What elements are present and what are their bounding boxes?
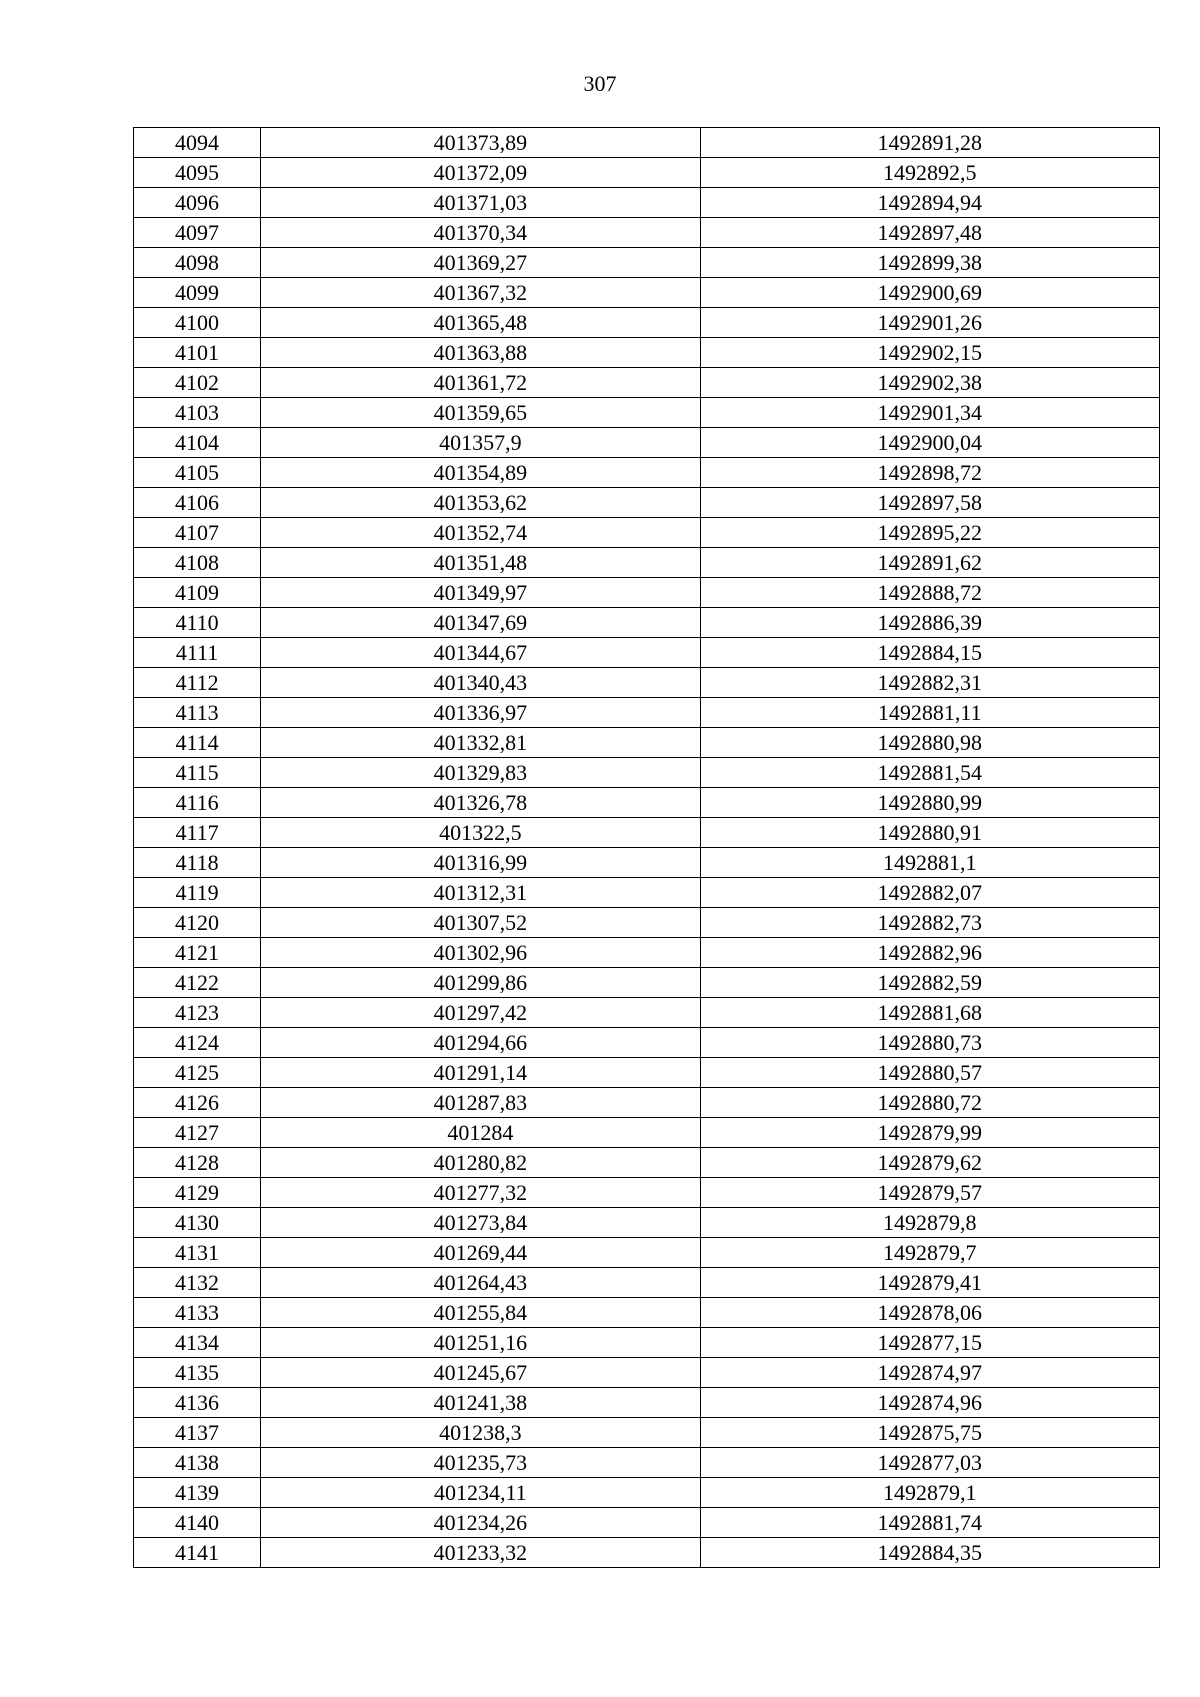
table-row [134, 968, 1160, 998]
point-number-cell: 4113 [134, 698, 261, 728]
y-coordinate-cell: 1492882,73 [700, 908, 1159, 938]
table-row [134, 398, 1160, 428]
table-row [134, 218, 1160, 248]
x-coordinate-cell: 401359,65 [261, 398, 700, 428]
y-coordinate-cell: 1492899,38 [700, 248, 1159, 278]
x-coordinate-cell: 401329,83 [261, 758, 700, 788]
table-row [134, 1478, 1160, 1508]
coordinates-table [133, 127, 1160, 1568]
x-coordinate-cell: 401372,09 [261, 158, 700, 188]
point-number-cell: 4096 [134, 188, 261, 218]
y-coordinate-cell: 1492879,8 [700, 1208, 1159, 1238]
y-coordinate-cell: 1492874,96 [700, 1388, 1159, 1418]
y-coordinate-cell: 1492888,72 [700, 578, 1159, 608]
y-coordinate-cell: 1492884,15 [700, 638, 1159, 668]
point-number-cell: 4105 [134, 458, 261, 488]
point-number-cell: 4129 [134, 1178, 261, 1208]
x-coordinate-cell: 401367,32 [261, 278, 700, 308]
y-coordinate-cell: 1492902,38 [700, 368, 1159, 398]
point-number-cell: 4098 [134, 248, 261, 278]
x-coordinate-cell: 401255,84 [261, 1298, 700, 1328]
table-row [134, 1448, 1160, 1478]
y-coordinate-cell: 1492879,99 [700, 1118, 1159, 1148]
y-coordinate-cell: 1492881,1 [700, 848, 1159, 878]
y-coordinate-cell: 1492877,15 [700, 1328, 1159, 1358]
x-coordinate-cell: 401365,48 [261, 308, 700, 338]
y-coordinate-cell: 1492901,26 [700, 308, 1159, 338]
y-coordinate-cell: 1492880,72 [700, 1088, 1159, 1118]
point-number-cell: 4100 [134, 308, 261, 338]
x-coordinate-cell: 401340,43 [261, 668, 700, 698]
y-coordinate-cell: 1492882,96 [700, 938, 1159, 968]
table-row [134, 878, 1160, 908]
point-number-cell: 4103 [134, 398, 261, 428]
x-coordinate-cell: 401351,48 [261, 548, 700, 578]
y-coordinate-cell: 1492900,69 [700, 278, 1159, 308]
point-number-cell: 4115 [134, 758, 261, 788]
point-number-cell: 4109 [134, 578, 261, 608]
point-number-cell: 4135 [134, 1358, 261, 1388]
x-coordinate-cell: 401302,96 [261, 938, 700, 968]
table-row [134, 188, 1160, 218]
y-coordinate-cell: 1492880,57 [700, 1058, 1159, 1088]
table-row [134, 488, 1160, 518]
point-number-cell: 4126 [134, 1088, 261, 1118]
x-coordinate-cell: 401251,16 [261, 1328, 700, 1358]
point-number-cell: 4119 [134, 878, 261, 908]
x-coordinate-cell: 401353,62 [261, 488, 700, 518]
point-number-cell: 4102 [134, 368, 261, 398]
x-coordinate-cell: 401349,97 [261, 578, 700, 608]
page-number: 307 [583, 71, 617, 96]
table-row [134, 518, 1160, 548]
y-coordinate-cell: 1492879,7 [700, 1238, 1159, 1268]
x-coordinate-cell: 401234,11 [261, 1478, 700, 1508]
point-number-cell: 4116 [134, 788, 261, 818]
y-coordinate-cell: 1492881,74 [700, 1508, 1159, 1538]
y-coordinate-cell: 1492882,59 [700, 968, 1159, 998]
table-row [134, 1238, 1160, 1268]
point-number-cell: 4137 [134, 1418, 261, 1448]
table-row [134, 998, 1160, 1028]
x-coordinate-cell: 401307,52 [261, 908, 700, 938]
table-row [134, 278, 1160, 308]
table-row [134, 548, 1160, 578]
table-row [134, 1148, 1160, 1178]
y-coordinate-cell: 1492874,97 [700, 1358, 1159, 1388]
table-row [134, 938, 1160, 968]
x-coordinate-cell: 401294,66 [261, 1028, 700, 1058]
y-coordinate-cell: 1492878,06 [700, 1298, 1159, 1328]
table-row [134, 1268, 1160, 1298]
y-coordinate-cell: 1492879,57 [700, 1178, 1159, 1208]
x-coordinate-cell: 401287,83 [261, 1088, 700, 1118]
table-row [134, 908, 1160, 938]
table-row [134, 698, 1160, 728]
coordinates-table-body [134, 128, 1160, 1568]
point-number-cell: 4099 [134, 278, 261, 308]
y-coordinate-cell: 1492895,22 [700, 518, 1159, 548]
y-coordinate-cell: 1492892,5 [700, 158, 1159, 188]
table-row [134, 1388, 1160, 1418]
point-number-cell: 4128 [134, 1148, 261, 1178]
x-coordinate-cell: 401370,34 [261, 218, 700, 248]
y-coordinate-cell: 1492897,48 [700, 218, 1159, 248]
table-row [134, 728, 1160, 758]
y-coordinate-cell: 1492882,07 [700, 878, 1159, 908]
x-coordinate-cell: 401363,88 [261, 338, 700, 368]
point-number-cell: 4095 [134, 158, 261, 188]
x-coordinate-cell: 401369,27 [261, 248, 700, 278]
table-row [134, 1208, 1160, 1238]
y-coordinate-cell: 1492891,28 [700, 128, 1159, 158]
y-coordinate-cell: 1492880,99 [700, 788, 1159, 818]
x-coordinate-cell: 401354,89 [261, 458, 700, 488]
table-row [134, 158, 1160, 188]
y-coordinate-cell: 1492879,62 [700, 1148, 1159, 1178]
y-coordinate-cell: 1492902,15 [700, 338, 1159, 368]
x-coordinate-cell: 401361,72 [261, 368, 700, 398]
x-coordinate-cell: 401371,03 [261, 188, 700, 218]
point-number-cell: 4107 [134, 518, 261, 548]
table-row [134, 1178, 1160, 1208]
y-coordinate-cell: 1492879,41 [700, 1268, 1159, 1298]
y-coordinate-cell: 1492897,58 [700, 488, 1159, 518]
table-row [134, 1298, 1160, 1328]
table-row [134, 848, 1160, 878]
point-number-cell: 4120 [134, 908, 261, 938]
x-coordinate-cell: 401332,81 [261, 728, 700, 758]
table-row [134, 458, 1160, 488]
point-number-cell: 4117 [134, 818, 261, 848]
x-coordinate-cell: 401326,78 [261, 788, 700, 818]
x-coordinate-cell: 401233,32 [261, 1538, 700, 1568]
y-coordinate-cell: 1492898,72 [700, 458, 1159, 488]
point-number-cell: 4118 [134, 848, 261, 878]
x-coordinate-cell: 401238,3 [261, 1418, 700, 1448]
point-number-cell: 4125 [134, 1058, 261, 1088]
y-coordinate-cell: 1492879,1 [700, 1478, 1159, 1508]
point-number-cell: 4106 [134, 488, 261, 518]
table-row [134, 1508, 1160, 1538]
x-coordinate-cell: 401322,5 [261, 818, 700, 848]
table-row [134, 578, 1160, 608]
point-number-cell: 4132 [134, 1268, 261, 1298]
y-coordinate-cell: 1492886,39 [700, 608, 1159, 638]
table-row [134, 1028, 1160, 1058]
table-row [134, 1328, 1160, 1358]
y-coordinate-cell: 1492894,94 [700, 188, 1159, 218]
x-coordinate-cell: 401347,69 [261, 608, 700, 638]
point-number-cell: 4110 [134, 608, 261, 638]
x-coordinate-cell: 401280,82 [261, 1148, 700, 1178]
point-number-cell: 4108 [134, 548, 261, 578]
point-number-cell: 4121 [134, 938, 261, 968]
y-coordinate-cell: 1492881,54 [700, 758, 1159, 788]
point-number-cell: 4141 [134, 1538, 261, 1568]
y-coordinate-cell: 1492884,35 [700, 1538, 1159, 1568]
table-row [134, 818, 1160, 848]
x-coordinate-cell: 401269,44 [261, 1238, 700, 1268]
x-coordinate-cell: 401297,42 [261, 998, 700, 1028]
y-coordinate-cell: 1492900,04 [700, 428, 1159, 458]
x-coordinate-cell: 401277,32 [261, 1178, 700, 1208]
table-row [134, 1538, 1160, 1568]
y-coordinate-cell: 1492880,91 [700, 818, 1159, 848]
point-number-cell: 4094 [134, 128, 261, 158]
table-row [134, 1358, 1160, 1388]
y-coordinate-cell: 1492891,62 [700, 548, 1159, 578]
x-coordinate-cell: 401316,99 [261, 848, 700, 878]
table-row [134, 1088, 1160, 1118]
y-coordinate-cell: 1492881,68 [700, 998, 1159, 1028]
point-number-cell: 4131 [134, 1238, 261, 1268]
table-row [134, 668, 1160, 698]
point-number-cell: 4111 [134, 638, 261, 668]
x-coordinate-cell: 401245,67 [261, 1358, 700, 1388]
y-coordinate-cell: 1492877,03 [700, 1448, 1159, 1478]
x-coordinate-cell: 401312,31 [261, 878, 700, 908]
table-row [134, 1058, 1160, 1088]
table-row [134, 788, 1160, 818]
point-number-cell: 4114 [134, 728, 261, 758]
table-row [134, 758, 1160, 788]
point-number-cell: 4140 [134, 1508, 261, 1538]
y-coordinate-cell: 1492881,11 [700, 698, 1159, 728]
table-row [134, 428, 1160, 458]
y-coordinate-cell: 1492882,31 [700, 668, 1159, 698]
x-coordinate-cell: 401373,89 [261, 128, 700, 158]
x-coordinate-cell: 401241,38 [261, 1388, 700, 1418]
point-number-cell: 4130 [134, 1208, 261, 1238]
x-coordinate-cell: 401357,9 [261, 428, 700, 458]
table-row [134, 608, 1160, 638]
x-coordinate-cell: 401291,14 [261, 1058, 700, 1088]
x-coordinate-cell: 401234,26 [261, 1508, 700, 1538]
point-number-cell: 4124 [134, 1028, 261, 1058]
y-coordinate-cell: 1492880,73 [700, 1028, 1159, 1058]
table-row [134, 248, 1160, 278]
y-coordinate-cell: 1492901,34 [700, 398, 1159, 428]
table-row [134, 638, 1160, 668]
point-number-cell: 4139 [134, 1478, 261, 1508]
point-number-cell: 4138 [134, 1448, 261, 1478]
table-row [134, 368, 1160, 398]
table-row [134, 1418, 1160, 1448]
table-row [134, 338, 1160, 368]
x-coordinate-cell: 401352,74 [261, 518, 700, 548]
x-coordinate-cell: 401336,97 [261, 698, 700, 728]
point-number-cell: 4112 [134, 668, 261, 698]
point-number-cell: 4127 [134, 1118, 261, 1148]
x-coordinate-cell: 401264,43 [261, 1268, 700, 1298]
point-number-cell: 4136 [134, 1388, 261, 1418]
x-coordinate-cell: 401284 [261, 1118, 700, 1148]
y-coordinate-cell: 1492875,75 [700, 1418, 1159, 1448]
point-number-cell: 4104 [134, 428, 261, 458]
point-number-cell: 4123 [134, 998, 261, 1028]
table-row [134, 308, 1160, 338]
point-number-cell: 4122 [134, 968, 261, 998]
point-number-cell: 4097 [134, 218, 261, 248]
point-number-cell: 4101 [134, 338, 261, 368]
x-coordinate-cell: 401344,67 [261, 638, 700, 668]
x-coordinate-cell: 401235,73 [261, 1448, 700, 1478]
point-number-cell: 4133 [134, 1298, 261, 1328]
x-coordinate-cell: 401299,86 [261, 968, 700, 998]
x-coordinate-cell: 401273,84 [261, 1208, 700, 1238]
table-row [134, 128, 1160, 158]
point-number-cell: 4134 [134, 1328, 261, 1358]
y-coordinate-cell: 1492880,98 [700, 728, 1159, 758]
table-row [134, 1118, 1160, 1148]
